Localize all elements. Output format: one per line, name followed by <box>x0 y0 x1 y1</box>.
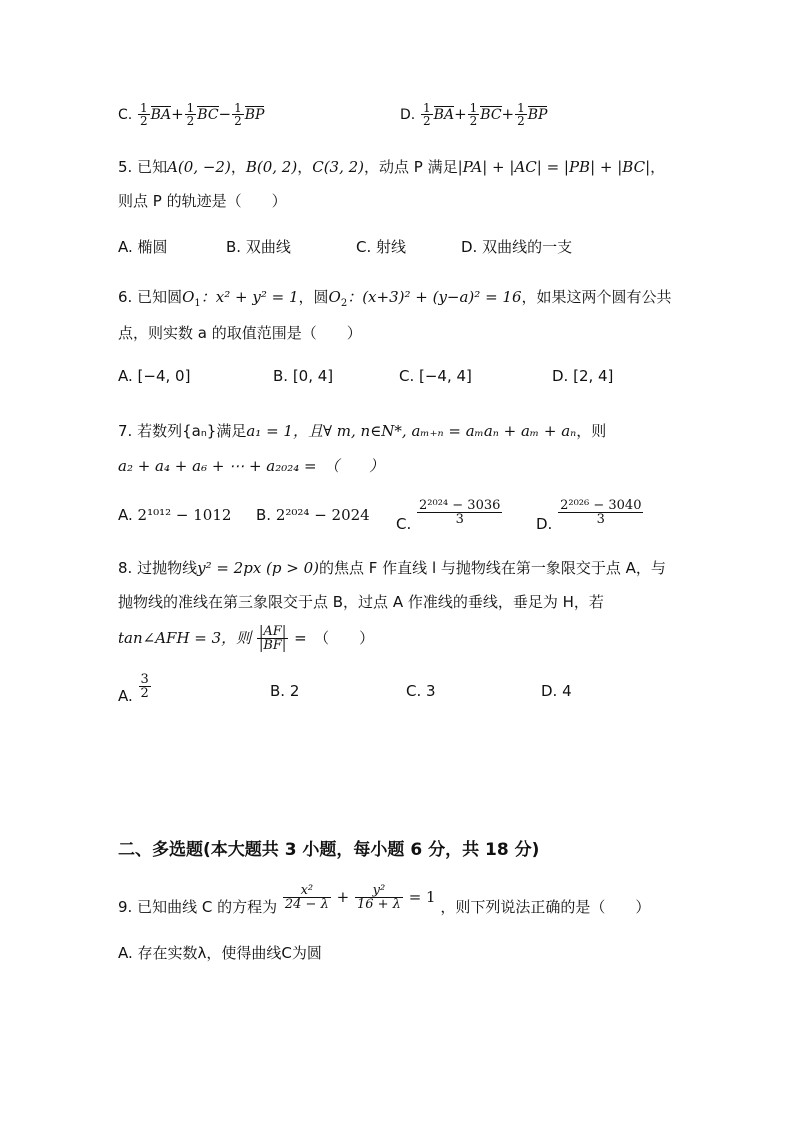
fraction-y: $\frac{\text{y²}}{16 + \lambda}$ <box>356 883 401 912</box>
q8-option-b: B. 2 <box>270 682 300 700</box>
vector-ba: BA <box>433 107 455 123</box>
plus-sign: + <box>171 105 184 123</box>
vector-bc: BC <box>480 107 502 123</box>
q7-option-b <box>256 506 370 524</box>
q6-line1 <box>118 286 672 309</box>
question-tail: ，如果这两个圆有公共 <box>521 288 672 306</box>
circle-o1: O <box>182 288 195 306</box>
question-number: 6. 已知圆 <box>118 288 183 306</box>
recurrence-condition: ，且∀ m, n∈N*, aₘ₊ₙ = aₘaₙ + aₘ + aₙ <box>292 422 577 440</box>
circle-o1-equation: ：x² + y² = 1 <box>200 288 299 306</box>
sum-expression: a₂ + a₄ + a₆ + ⋯ + a₂₀₂₄ = （ ） <box>118 457 385 475</box>
point-b: B(0, 2) <box>245 158 298 176</box>
vector-bp: BP <box>527 107 548 123</box>
option-value: 2²⁰²⁴ − 2024 <box>275 506 370 524</box>
option-label: D. <box>536 515 553 533</box>
q7-option-c <box>396 498 503 533</box>
q7-option-d <box>536 498 644 533</box>
connector-text: ，则 <box>576 422 607 440</box>
section-heading: 二、多选题(本大题共 3 小题，每小题 6 分，共 18 分) <box>118 840 540 860</box>
fraction: $\frac{3}{2}$ <box>140 672 149 701</box>
q5-option-b: B. 双曲线 <box>226 238 291 256</box>
vector-bc: BC <box>197 107 219 123</box>
fraction-half: $\frac{1}{2}$ <box>234 101 242 128</box>
initial-term: a₁ = 1 <box>246 422 293 440</box>
q9-line1 <box>118 883 651 916</box>
q4-option-d <box>400 102 547 127</box>
point-c: C(3, 2) <box>312 158 365 176</box>
q8-line2: 抛物线的准线在第三象限交于点 B，过点 A 作准线的垂线，垂足为 H，若 <box>118 593 604 611</box>
q8-option-a <box>118 672 152 705</box>
option-label: B. <box>256 506 272 524</box>
equals-one: = 1 <box>408 888 436 906</box>
fraction: $\frac{\text{2²⁰²⁶ − 3040}}{3}$ <box>560 498 642 527</box>
plus-sign: + <box>336 888 350 906</box>
q7-line1 <box>118 420 606 441</box>
q6-option-d: D. [2, 4] <box>552 367 614 385</box>
q8-option-d: D. 4 <box>541 682 572 700</box>
question-number: 7. 若数列{aₙ}满足 <box>118 422 247 440</box>
question-tail: = （ ） <box>294 629 375 647</box>
ratio-fraction: $\frac{|AF|}{|BF|}$ <box>258 624 287 653</box>
tan-condition: tan∠AFH = 3，则 <box>118 629 252 647</box>
q8-line1 <box>118 557 666 578</box>
option-label: C. <box>118 107 133 123</box>
fraction-half: $\frac{1}{2}$ <box>423 101 431 128</box>
q8-line3 <box>118 625 374 652</box>
circle-o2-equation: ：(x+3)² + (y−a)² = 16 <box>347 288 522 306</box>
plus-sign: + <box>454 105 467 123</box>
q6-line2: 点，则实数 a 的取值范围是（ ） <box>118 324 362 342</box>
minus-sign: − <box>218 105 232 123</box>
condition-text: ，动点 P 满足 <box>364 158 458 176</box>
option-value: 2¹⁰¹² − 1012 <box>137 506 232 524</box>
vector-bp: BP <box>244 107 265 123</box>
fraction-half: $\frac{1}{2}$ <box>469 101 478 128</box>
subscript: 1 <box>194 298 201 309</box>
q5-line2: 则点 P 的轨迹是（ ） <box>118 192 287 210</box>
parabola-equation: y² = 2px (p > 0) <box>197 559 320 577</box>
q9-option-a: A. 存在实数λ，使得曲线C为圆 <box>118 944 322 962</box>
plus-sign: + <box>501 105 515 123</box>
q5-option-a: A. 椭圆 <box>118 238 168 256</box>
question-tail: ，则下列说法正确的是（ ） <box>440 898 651 916</box>
q6-option-b: B. [0, 4] <box>273 367 334 385</box>
fraction-half: $\frac{1}{2}$ <box>186 101 195 128</box>
q5-option-d: D. 双曲线的一支 <box>461 238 573 256</box>
q5-line1: 5. 已知A(0, −2)，B(0, 2)，C(3, 2)，动点 P 满足|PA| + |AC| = |PB| + |BC|， <box>118 158 666 176</box>
question-number: 8. 过抛物线 <box>118 559 198 577</box>
subscript: 2 <box>340 298 348 309</box>
q4-option-c <box>118 102 264 127</box>
point-a: A(0, −2) <box>167 158 231 176</box>
option-label: C. <box>396 515 412 533</box>
connector-text: ，圆 <box>298 288 329 306</box>
question-number: 9. 已知曲线 C 的方程为 <box>118 898 278 916</box>
fraction-half: $\frac{1}{2}$ <box>517 101 525 128</box>
question-text: 的焦点 F 作直线 l 与抛物线在第一象限交于点 A，与 <box>319 559 666 577</box>
q6-option-c: C. [−4, 4] <box>399 367 472 385</box>
condition-equation: |PA| + |AC| = |PB| + |BC| <box>457 158 651 176</box>
option-label: A. <box>118 687 133 705</box>
q8-option-c: C. 3 <box>406 682 436 700</box>
fraction-x: $\frac{\text{x²}}{24 - \lambda}$ <box>284 883 329 912</box>
vector-ba: BA <box>150 107 172 123</box>
q5-option-c: C. 射线 <box>356 238 407 256</box>
fraction-half: $\frac{1}{2}$ <box>140 101 148 128</box>
option-label: D. <box>400 107 416 123</box>
circle-o2: O <box>328 288 341 306</box>
question-number: 5. 已知 <box>118 158 168 176</box>
option-label: A. <box>118 506 133 524</box>
q6-option-a: A. [−4, 0] <box>118 367 191 385</box>
fraction: $\frac{\text{2²⁰²⁴ − 3036}}{3}$ <box>419 498 501 527</box>
q7-option-a <box>118 506 231 524</box>
q7-line2 <box>118 455 384 476</box>
